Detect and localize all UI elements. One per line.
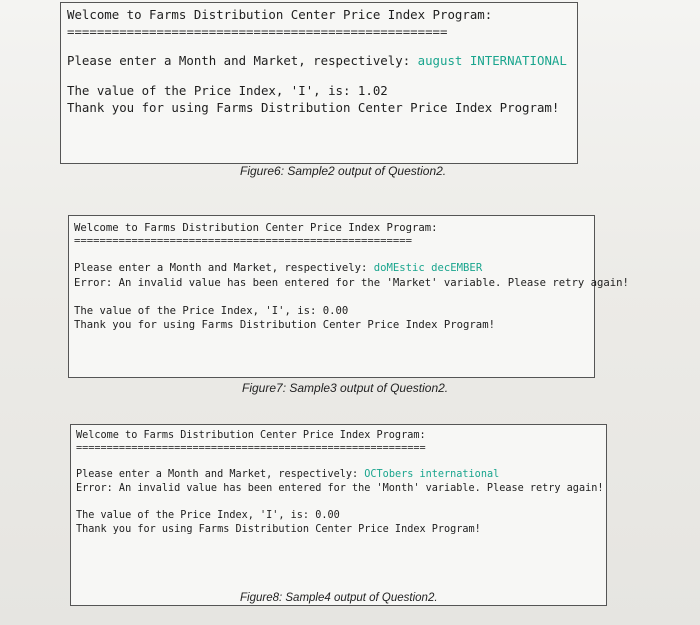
thank-you-message: Thank you for using Farms Distribution Center Price Index Program!: [67, 100, 560, 116]
price-index-result: The value of the Price Index, 'I', is: 0.00: [76, 510, 340, 522]
thank-you-message: Thank you for using Farms Distribution Center Price Index Program!: [76, 524, 481, 536]
user-input: august INTERNATIONAL: [417, 52, 567, 68]
error-message: Error: An invalid value has been entered for the 'Market' variable. Please retry again!: [74, 276, 629, 289]
price-index-result: The value of the Price Index, 'I', is: 1.02: [67, 83, 388, 99]
separator-line: =====================================================: [74, 235, 413, 248]
thank-you-message: Thank you for using Farms Distribution Center Price Index Program!: [74, 319, 495, 332]
user-input: OCTobers international: [364, 468, 500, 480]
prompt-text: Please enter a Month and Market, respectively:: [74, 262, 374, 275]
console-output-sample3: [68, 215, 629, 378]
program-title: Welcome to Farms Distribution Center Price Index Program:: [67, 7, 493, 22]
prompt-line: [74, 261, 589, 275]
user-input: doMEstic decEMBER: [373, 262, 483, 275]
error-message: Error: An invalid value has been entered for the 'Month' variable. Please retry again!: [76, 482, 604, 494]
prompt-text: Please enter a Month and Market, respectively:: [76, 468, 365, 480]
figure-caption: Figure8: Sample4 output of Question2.: [240, 592, 438, 604]
price-index-result: The value of the Price Index, 'I', is: 0.00: [74, 304, 349, 317]
separator-line: =========================================================: [76, 442, 426, 454]
program-title: Welcome to Farms Distribution Center Price Index Program:: [74, 222, 438, 234]
prompt-text: Please enter a Month and Market, respectively:: [67, 52, 418, 68]
console-output-sample4: [70, 424, 607, 606]
figure-caption: Figure6: Sample2 output of Question2.: [240, 164, 447, 178]
prompt-line: [76, 468, 601, 482]
console-output-sample2: [60, 2, 578, 164]
program-title: Welcome to Farms Distribution Center Price Index Program:: [76, 430, 426, 441]
prompt-line: [67, 53, 571, 70]
figure-caption: Figure7: Sample3 output of Question2.: [242, 381, 449, 395]
separator-line: ===================================================: [67, 23, 448, 39]
